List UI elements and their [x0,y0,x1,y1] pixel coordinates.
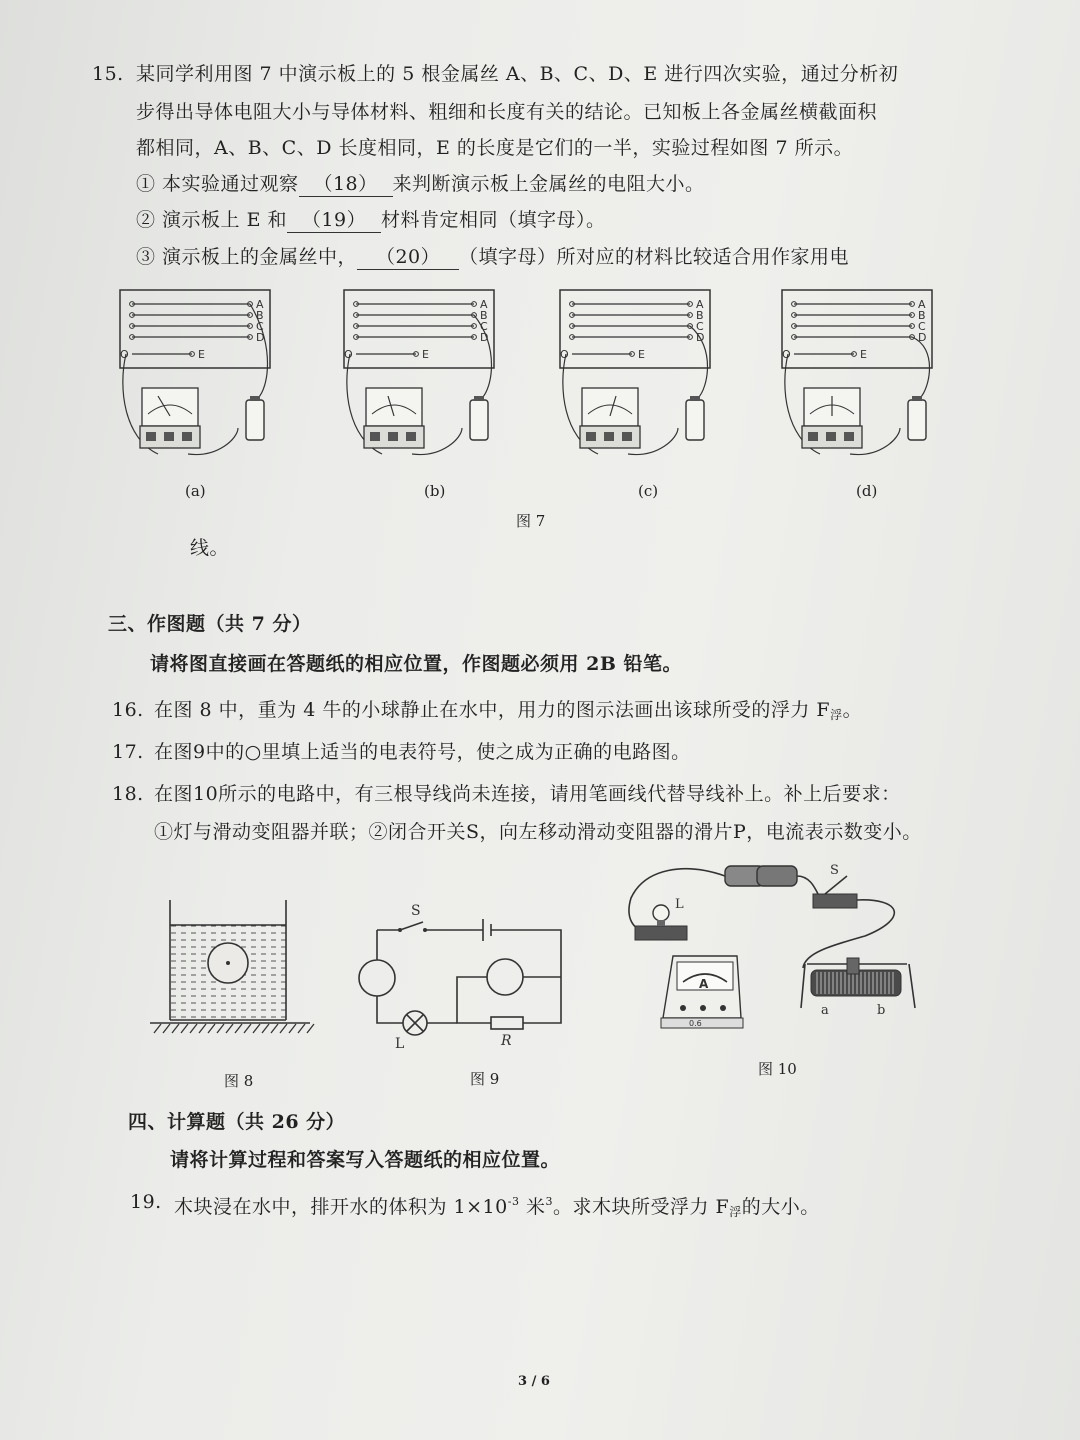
fig9-caption: 图 9 [470,1070,500,1088]
section4-title: 四、计算题（共 26 分） [128,1111,346,1133]
q19-number: 19. [130,1191,162,1213]
section3-instruction: 请将图直接画在答题纸的相应位置，作图题必须用 2B 铅笔。 [150,653,683,675]
wire-label-c: C [480,320,488,333]
wire-label-d: D [480,331,489,344]
q18-number: 18. [112,783,144,805]
fig7-panel-d [780,288,940,473]
terminal-label-o: O [344,348,353,361]
rheostat-label-a: a [821,1003,829,1018]
section4-instruction: 请将计算过程和答案写入答题纸的相应位置。 [170,1149,561,1171]
terminal-label-o: O [560,348,569,361]
wire-label-e: E [860,348,867,361]
switch-knife [825,876,847,894]
ground-hatch [154,1024,314,1033]
q19-text: 木块浸在水中，排开水的体积为 $1\times 10^{-3}$ 米$^3$。求木块所受浮力 $F_浮$的大小。 [174,1195,820,1219]
switch-base [813,894,857,908]
wire-label-d: D [256,331,265,344]
lamp-bulb [653,905,669,921]
ammeter-label: A [699,977,709,991]
resistor-R [491,1017,523,1029]
q15-line2: 步得出导体电阻大小与导体材料、粗细和长度有关的结论。已知板上各金属丝横截面积 [136,101,878,123]
q17-text: 在图9中的○里填上适当的电表符号，使之成为正确的电路图。 [154,741,691,763]
lamp-label-L: L [395,1036,405,1052]
fig7-sub-d: (d) [856,482,878,500]
fig10-lamp-label: L [675,897,684,912]
q15-item1: ① 本实验通过观察 （18） 来判断演示板上金属丝的电阻大小。 [136,173,705,195]
q16-number: 16. [112,699,144,721]
wire-label-b: B [696,309,704,322]
terminal-label-o: O [782,348,791,361]
wire-battery-to-switch [797,876,819,896]
fig7-sub-a: (a) [185,482,206,500]
q15-item3-continued: 线。 [190,537,230,559]
fig10-switch-label: S [830,863,839,878]
wire-label-d: D [696,331,705,344]
q15-line3: 都相同，A、B、C、D 长度相同，E 的长度是它们的一半，实验过程如图 7 所示。 [136,137,854,159]
fig10-caption: 图 10 [758,1060,797,1078]
wire-label-c: C [696,320,704,333]
fig7-sub-c: (c) [638,482,659,500]
resistor-label-R: R [501,1033,512,1049]
fig7-panel-a [118,288,278,473]
fig7-panel-c [558,288,718,473]
wire-label-a: A [480,298,488,311]
wire-label-a: A [918,298,926,311]
q16-text: 在图 8 中，重为 4 牛的小球静止在水中，用力的图示法画出该球所受的浮力 $F_浮$。 [154,699,863,722]
rheostat-label-b: b [877,1003,886,1018]
rheostat-slider-P [847,958,859,974]
terminal-label-o: O [120,348,129,361]
wire-label-a: A [256,298,264,311]
figure-9 [355,905,575,1050]
figure-10 [625,858,925,1048]
blank-18: （18） [299,172,393,197]
wire-label-a: A [696,298,704,311]
wire-label-e: E [198,348,205,361]
meter-circle-right [487,959,523,995]
q15-item2: ② 演示板上 E 和 （19） 材料肯定相同（填字母）。 [136,209,606,231]
fig7-caption: 图 7 [516,512,546,530]
wire-label-b: B [918,309,926,322]
fig7-sub-b: (b) [424,482,446,500]
fig8-caption: 图 8 [224,1072,254,1090]
switch-label-S: S [411,903,421,919]
fig7-panel-b [342,288,502,473]
q15-line1: 某同学利用图 7 中演示板上的 5 根金属丝 A、B、C、D、E 进行四次实验，通过分析初 [136,63,899,85]
q15-number: 15. [92,63,124,85]
ammeter-range-label: 0.6 [689,1019,702,1028]
wire-label-e: E [422,348,429,361]
q18-line2: ①灯与滑动变阻器并联；②闭合开关S，向左移动滑动变阻器的滑片P，电流表示数变小。 [154,821,922,843]
wire-label-d: D [918,331,927,344]
q15-item3: ③ 演示板上的金属丝中， （20） （填字母）所对应的材料比较适合用作家用电 [136,246,850,268]
page-number: 3 / 6 [518,1374,550,1389]
blank-19: （19） [287,208,381,233]
wire-label-e: E [638,348,645,361]
wire-label-c: C [256,320,264,333]
battery-cell-2 [757,866,797,886]
ball-center [226,961,230,965]
wire-label-b: B [256,309,264,322]
wire-label-c: C [918,320,926,333]
section3-title: 三、作图题（共 7 分） [108,613,312,635]
wire-label-b: B [480,309,488,322]
q18-line1: 在图10所示的电路中，有三根导线尚未连接，请用笔画线代替导线补上。补上后要求： [154,783,901,805]
meter-circle-left [359,960,395,996]
figure-8 [150,895,320,1040]
lamp-base [635,926,687,940]
blank-20: （20） [357,245,459,270]
switch-lever [400,922,423,930]
q17-number: 17. [112,741,144,763]
